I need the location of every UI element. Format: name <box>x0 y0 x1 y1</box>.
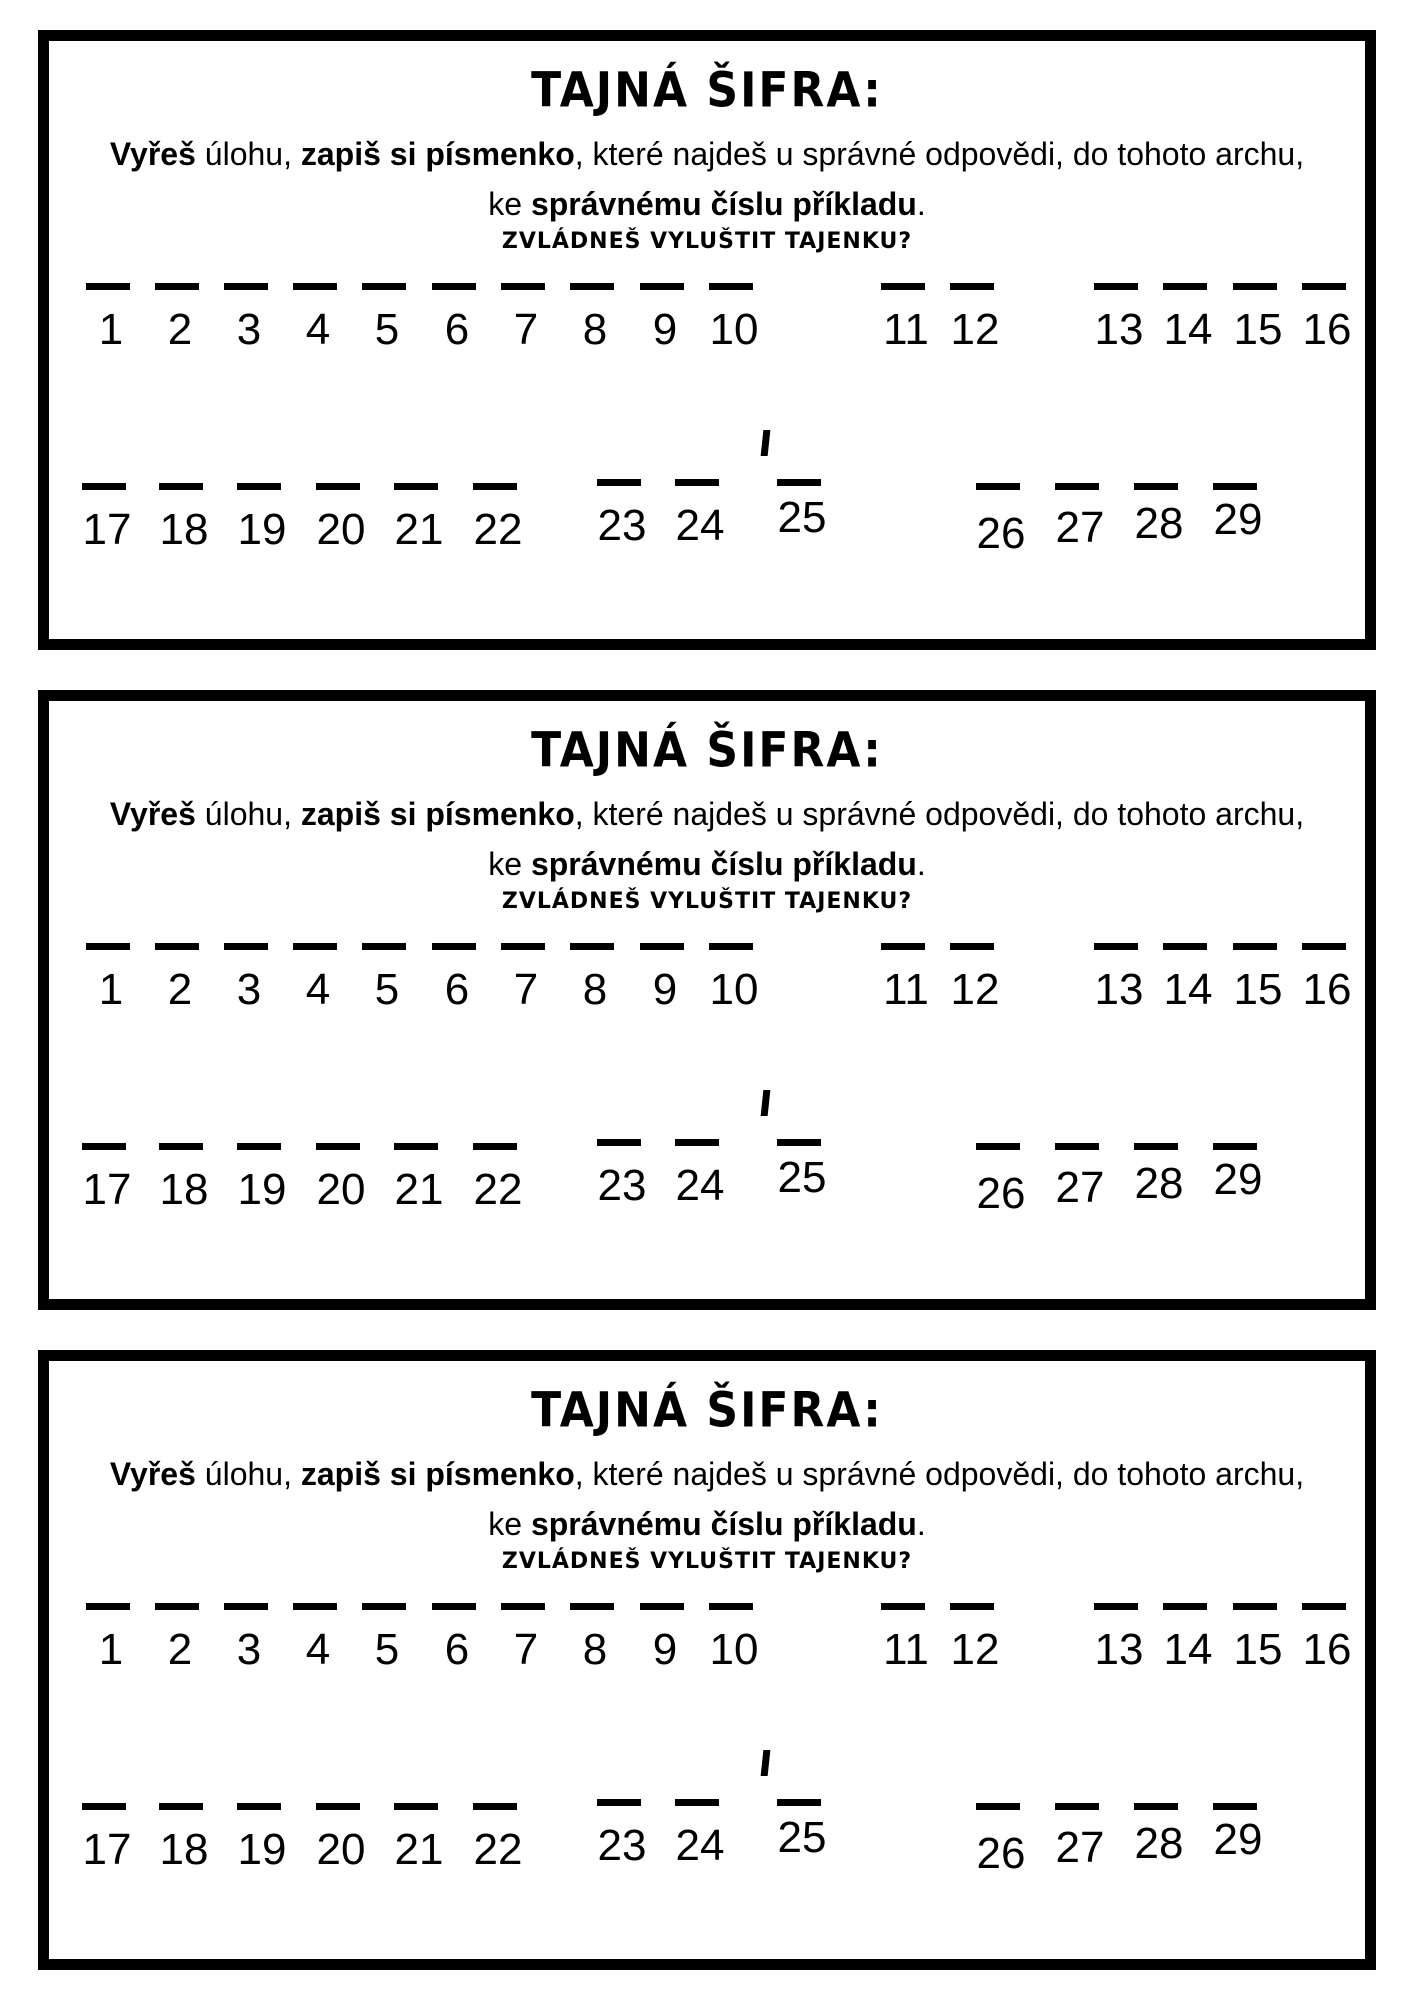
slot-number: 21 <box>394 505 444 554</box>
slot-number: 23 <box>597 501 647 550</box>
instr-bold-5: správnému číslu příkladu <box>530 1506 917 1542</box>
slot-number: 24 <box>675 1161 725 1210</box>
slot-number: 25 <box>777 1153 827 1202</box>
answer-blank-line[interactable] <box>237 1803 281 1810</box>
answer-blank-line[interactable] <box>86 943 130 950</box>
answer-blank-line[interactable] <box>1094 283 1138 290</box>
answer-blank-line[interactable] <box>316 1143 360 1150</box>
slot-number: 19 <box>237 1825 287 1874</box>
instr-text-2: úlohu, <box>195 796 301 832</box>
slot-number: 13 <box>1094 305 1144 354</box>
answer-blank-line[interactable] <box>1302 1603 1346 1610</box>
instr-text-6: . <box>916 1506 926 1542</box>
answer-blank-line[interactable] <box>159 483 203 490</box>
answer-blank-line[interactable] <box>159 1143 203 1150</box>
answer-blank-line[interactable] <box>155 283 199 290</box>
slot-number: 10 <box>709 305 759 354</box>
slot-number: 8 <box>582 305 608 354</box>
answer-blank-line[interactable] <box>316 483 360 490</box>
slot-number: 14 <box>1163 1625 1213 1674</box>
answer-blank-line[interactable] <box>950 283 994 290</box>
instr-bold-3: zapiš si písmenko <box>300 1456 575 1492</box>
slot-number: 6 <box>444 1625 470 1674</box>
answer-blank-line[interactable] <box>237 483 281 490</box>
slot-number: 21 <box>394 1825 444 1874</box>
slot-number: 20 <box>316 1165 366 1214</box>
answer-blank-line[interactable] <box>224 1603 268 1610</box>
slot-number: 20 <box>316 1825 366 1874</box>
answer-blank-line[interactable] <box>881 283 925 290</box>
slot-number: 16 <box>1302 305 1352 354</box>
answer-blank-line[interactable] <box>976 1143 1020 1150</box>
answer-blank-line[interactable] <box>709 1603 753 1610</box>
answer-blank-line[interactable] <box>155 943 199 950</box>
slot-number: 7 <box>513 1625 539 1674</box>
comma-mark <box>761 1750 771 1776</box>
slot-number: 8 <box>582 965 608 1014</box>
slot-number: 28 <box>1134 499 1184 548</box>
answer-blank-line[interactable] <box>976 483 1020 490</box>
card-title: TAJNÁ ŠIFRA: <box>531 62 883 119</box>
slot-number: 2 <box>167 965 193 1014</box>
slot-number: 15 <box>1233 305 1283 354</box>
answer-blank-line[interactable] <box>473 483 517 490</box>
answer-blank-line[interactable] <box>1134 483 1178 490</box>
slot-number: 22 <box>473 1825 523 1874</box>
slot-number: 24 <box>675 1821 725 1870</box>
answer-blank-line[interactable] <box>86 283 130 290</box>
slot-number: 13 <box>1094 1625 1144 1674</box>
slot-number: 13 <box>1094 965 1144 1014</box>
answer-blank-line[interactable] <box>1163 1603 1207 1610</box>
answer-blank-line[interactable] <box>1055 1143 1099 1150</box>
answer-blank-line[interactable] <box>597 1139 641 1146</box>
cipher-card-3 <box>38 1350 1376 1970</box>
slot-number: 12 <box>950 1625 1000 1674</box>
slot-number: 18 <box>159 505 209 554</box>
answer-blank-line[interactable] <box>1213 483 1257 490</box>
answer-blank-line[interactable] <box>570 283 614 290</box>
answer-blank-line[interactable] <box>1163 283 1207 290</box>
answer-blank-line[interactable] <box>709 943 753 950</box>
answer-blank-line[interactable] <box>1055 1803 1099 1810</box>
answer-blank-line[interactable] <box>473 1143 517 1150</box>
instr-bold-1: Vyřeš <box>109 796 196 832</box>
slot-number: 17 <box>82 505 132 554</box>
slot-number: 28 <box>1134 1819 1184 1868</box>
slot-number: 9 <box>652 305 678 354</box>
slot-number: 29 <box>1213 495 1263 544</box>
slot-number: 27 <box>1055 1823 1105 1872</box>
cipher-card-2 <box>38 690 1376 1310</box>
slot-number: 2 <box>167 1625 193 1674</box>
slot-number: 18 <box>159 1825 209 1874</box>
slot-number: 26 <box>976 1829 1026 1878</box>
slot-number: 14 <box>1163 305 1213 354</box>
card-title: TAJNÁ ŠIFRA: <box>531 722 883 779</box>
answer-blank-line[interactable] <box>1213 1803 1257 1810</box>
instr-bold-3: zapiš si písmenko <box>300 136 575 172</box>
instr-text-2: úlohu, <box>195 1456 301 1492</box>
answer-blank-line[interactable] <box>501 943 545 950</box>
answer-blank-line[interactable] <box>881 943 925 950</box>
answer-blank-line[interactable] <box>316 1803 360 1810</box>
cipher-card-1 <box>38 30 1376 650</box>
answer-blank-line[interactable] <box>86 1603 130 1610</box>
answer-blank-line[interactable] <box>473 1803 517 1810</box>
answer-blank-line[interactable] <box>675 1139 719 1146</box>
answer-blank-line[interactable] <box>1094 943 1138 950</box>
slot-number: 26 <box>976 509 1026 558</box>
instr-text-2: úlohu, <box>195 136 301 172</box>
answer-blank-line[interactable] <box>950 943 994 950</box>
answer-blank-line[interactable] <box>597 1799 641 1806</box>
slot-number: 16 <box>1302 1625 1352 1674</box>
answer-blank-line[interactable] <box>640 1603 684 1610</box>
answer-blank-line[interactable] <box>237 1143 281 1150</box>
answer-blank-line[interactable] <box>1233 283 1277 290</box>
answer-blank-line[interactable] <box>675 1799 719 1806</box>
slot-number: 17 <box>82 1825 132 1874</box>
slot-number: 25 <box>777 493 827 542</box>
slot-number: 19 <box>237 505 287 554</box>
slot-number: 16 <box>1302 965 1352 1014</box>
answer-blank-line[interactable] <box>597 479 641 486</box>
slot-number: 2 <box>167 305 193 354</box>
answer-blank-line[interactable] <box>293 943 337 950</box>
answer-blank-line[interactable] <box>501 1603 545 1610</box>
slot-number: 10 <box>709 965 759 1014</box>
answer-blank-line[interactable] <box>293 283 337 290</box>
slot-number: 26 <box>976 1169 1026 1218</box>
answer-blank-line[interactable] <box>1302 943 1346 950</box>
answer-blank-line[interactable] <box>950 1603 994 1610</box>
answer-blank-line[interactable] <box>1163 943 1207 950</box>
slot-number: 9 <box>652 1625 678 1674</box>
answer-blank-line[interactable] <box>394 1803 438 1810</box>
slot-number: 24 <box>675 501 725 550</box>
answer-blank-line[interactable] <box>362 943 406 950</box>
slot-number: 17 <box>82 1165 132 1214</box>
answer-blank-line[interactable] <box>82 1143 126 1150</box>
answer-blank-line[interactable] <box>362 283 406 290</box>
answer-blank-line[interactable] <box>709 283 753 290</box>
answer-blank-line[interactable] <box>159 1803 203 1810</box>
card-subtitle: ZVLÁDNEŠ VYLUŠTIT TAJENKU? <box>501 1549 913 1574</box>
instr-bold-3: zapiš si písmenko <box>300 796 575 832</box>
answer-blank-line[interactable] <box>1213 1143 1257 1150</box>
answer-blank-line[interactable] <box>432 943 476 950</box>
slot-number: 1 <box>98 965 124 1014</box>
slot-number: 10 <box>709 1625 759 1674</box>
slot-number: 5 <box>374 1625 400 1674</box>
slot-number: 11 <box>883 305 929 354</box>
slot-number: 4 <box>305 1625 331 1674</box>
slot-number: 4 <box>305 965 331 1014</box>
answer-blank-line[interactable] <box>501 283 545 290</box>
instr-bold-1: Vyřeš <box>109 136 196 172</box>
answer-blank-line[interactable] <box>976 1803 1020 1810</box>
answer-blank-line[interactable] <box>224 943 268 950</box>
answer-blank-line[interactable] <box>1233 943 1277 950</box>
answer-blank-line[interactable] <box>1134 1143 1178 1150</box>
answer-blank-line[interactable] <box>1055 483 1099 490</box>
slot-number: 7 <box>513 305 539 354</box>
slot-number: 18 <box>159 1165 209 1214</box>
slot-number: 5 <box>374 305 400 354</box>
answer-blank-line[interactable] <box>394 1143 438 1150</box>
slot-number: 23 <box>597 1821 647 1870</box>
slot-number: 22 <box>473 1165 523 1214</box>
answer-blank-line[interactable] <box>777 479 821 486</box>
instr-bold-1: Vyřeš <box>109 1456 196 1492</box>
instr-text-6: . <box>916 186 926 222</box>
card-subtitle: ZVLÁDNEŠ VYLUŠTIT TAJENKU? <box>501 889 913 914</box>
answer-blank-line[interactable] <box>675 479 719 486</box>
slot-number: 14 <box>1163 965 1213 1014</box>
slot-number: 21 <box>394 1165 444 1214</box>
instr-bold-5: správnému číslu příkladu <box>530 846 917 882</box>
slot-number: 11 <box>883 965 929 1014</box>
answer-blank-line[interactable] <box>394 483 438 490</box>
slot-number: 3 <box>236 1625 262 1674</box>
comma-mark <box>761 1090 771 1116</box>
answer-blank-line[interactable] <box>82 483 126 490</box>
instruction-text <box>89 129 1325 229</box>
slot-number: 29 <box>1213 1155 1263 1204</box>
slot-number: 3 <box>236 965 262 1014</box>
slot-number: 3 <box>236 305 262 354</box>
slot-number: 6 <box>444 305 470 354</box>
slot-number: 20 <box>316 505 366 554</box>
slot-number: 12 <box>950 965 1000 1014</box>
slot-number: 1 <box>98 1625 124 1674</box>
answer-blank-line[interactable] <box>432 283 476 290</box>
answer-blank-line[interactable] <box>1302 283 1346 290</box>
slot-number: 9 <box>652 965 678 1014</box>
slot-number: 22 <box>473 505 523 554</box>
answer-blank-line[interactable] <box>1094 1603 1138 1610</box>
instr-text-4: , které najdeš u správné odpovědi, do tohoto archu, ke <box>488 796 1305 882</box>
slot-number: 11 <box>883 1625 929 1674</box>
answer-blank-line[interactable] <box>224 283 268 290</box>
slot-number: 15 <box>1233 1625 1283 1674</box>
slot-number: 15 <box>1233 965 1283 1014</box>
instruction-text <box>89 1449 1325 1549</box>
answer-blank-line[interactable] <box>1233 1603 1277 1610</box>
slot-number: 29 <box>1213 1815 1263 1864</box>
slot-number: 8 <box>582 1625 608 1674</box>
card-subtitle: ZVLÁDNEŠ VYLUŠTIT TAJENKU? <box>501 229 913 254</box>
answer-blank-line[interactable] <box>82 1803 126 1810</box>
card-title: TAJNÁ ŠIFRA: <box>531 1382 883 1439</box>
answer-blank-line[interactable] <box>570 943 614 950</box>
answer-blank-line[interactable] <box>570 1603 614 1610</box>
answer-blank-line[interactable] <box>155 1603 199 1610</box>
slot-number: 7 <box>513 965 539 1014</box>
slot-number: 25 <box>777 1813 827 1862</box>
answer-blank-line[interactable] <box>777 1799 821 1806</box>
slot-number: 27 <box>1055 1163 1105 1212</box>
slot-number: 27 <box>1055 503 1105 552</box>
answer-blank-line[interactable] <box>777 1139 821 1146</box>
answer-blank-line[interactable] <box>881 1603 925 1610</box>
instr-bold-5: správnému číslu příkladu <box>530 186 917 222</box>
answer-blank-line[interactable] <box>432 1603 476 1610</box>
instr-text-6: . <box>916 846 926 882</box>
slot-number: 6 <box>444 965 470 1014</box>
instr-text-4: , které najdeš u správné odpovědi, do tohoto archu, ke <box>488 136 1305 222</box>
answer-blank-line[interactable] <box>362 1603 406 1610</box>
answer-blank-line[interactable] <box>293 1603 337 1610</box>
slot-number: 12 <box>950 305 1000 354</box>
slot-number: 1 <box>98 305 124 354</box>
slot-number: 23 <box>597 1161 647 1210</box>
instr-text-4: , které najdeš u správné odpovědi, do tohoto archu, ke <box>488 1456 1305 1542</box>
instruction-text <box>89 789 1325 889</box>
comma-mark <box>761 430 771 456</box>
slot-number: 19 <box>237 1165 287 1214</box>
answer-blank-line[interactable] <box>1134 1803 1178 1810</box>
slot-number: 28 <box>1134 1159 1184 1208</box>
slot-number: 5 <box>374 965 400 1014</box>
answer-blank-line[interactable] <box>640 283 684 290</box>
slot-number: 4 <box>305 305 331 354</box>
answer-blank-line[interactable] <box>640 943 684 950</box>
